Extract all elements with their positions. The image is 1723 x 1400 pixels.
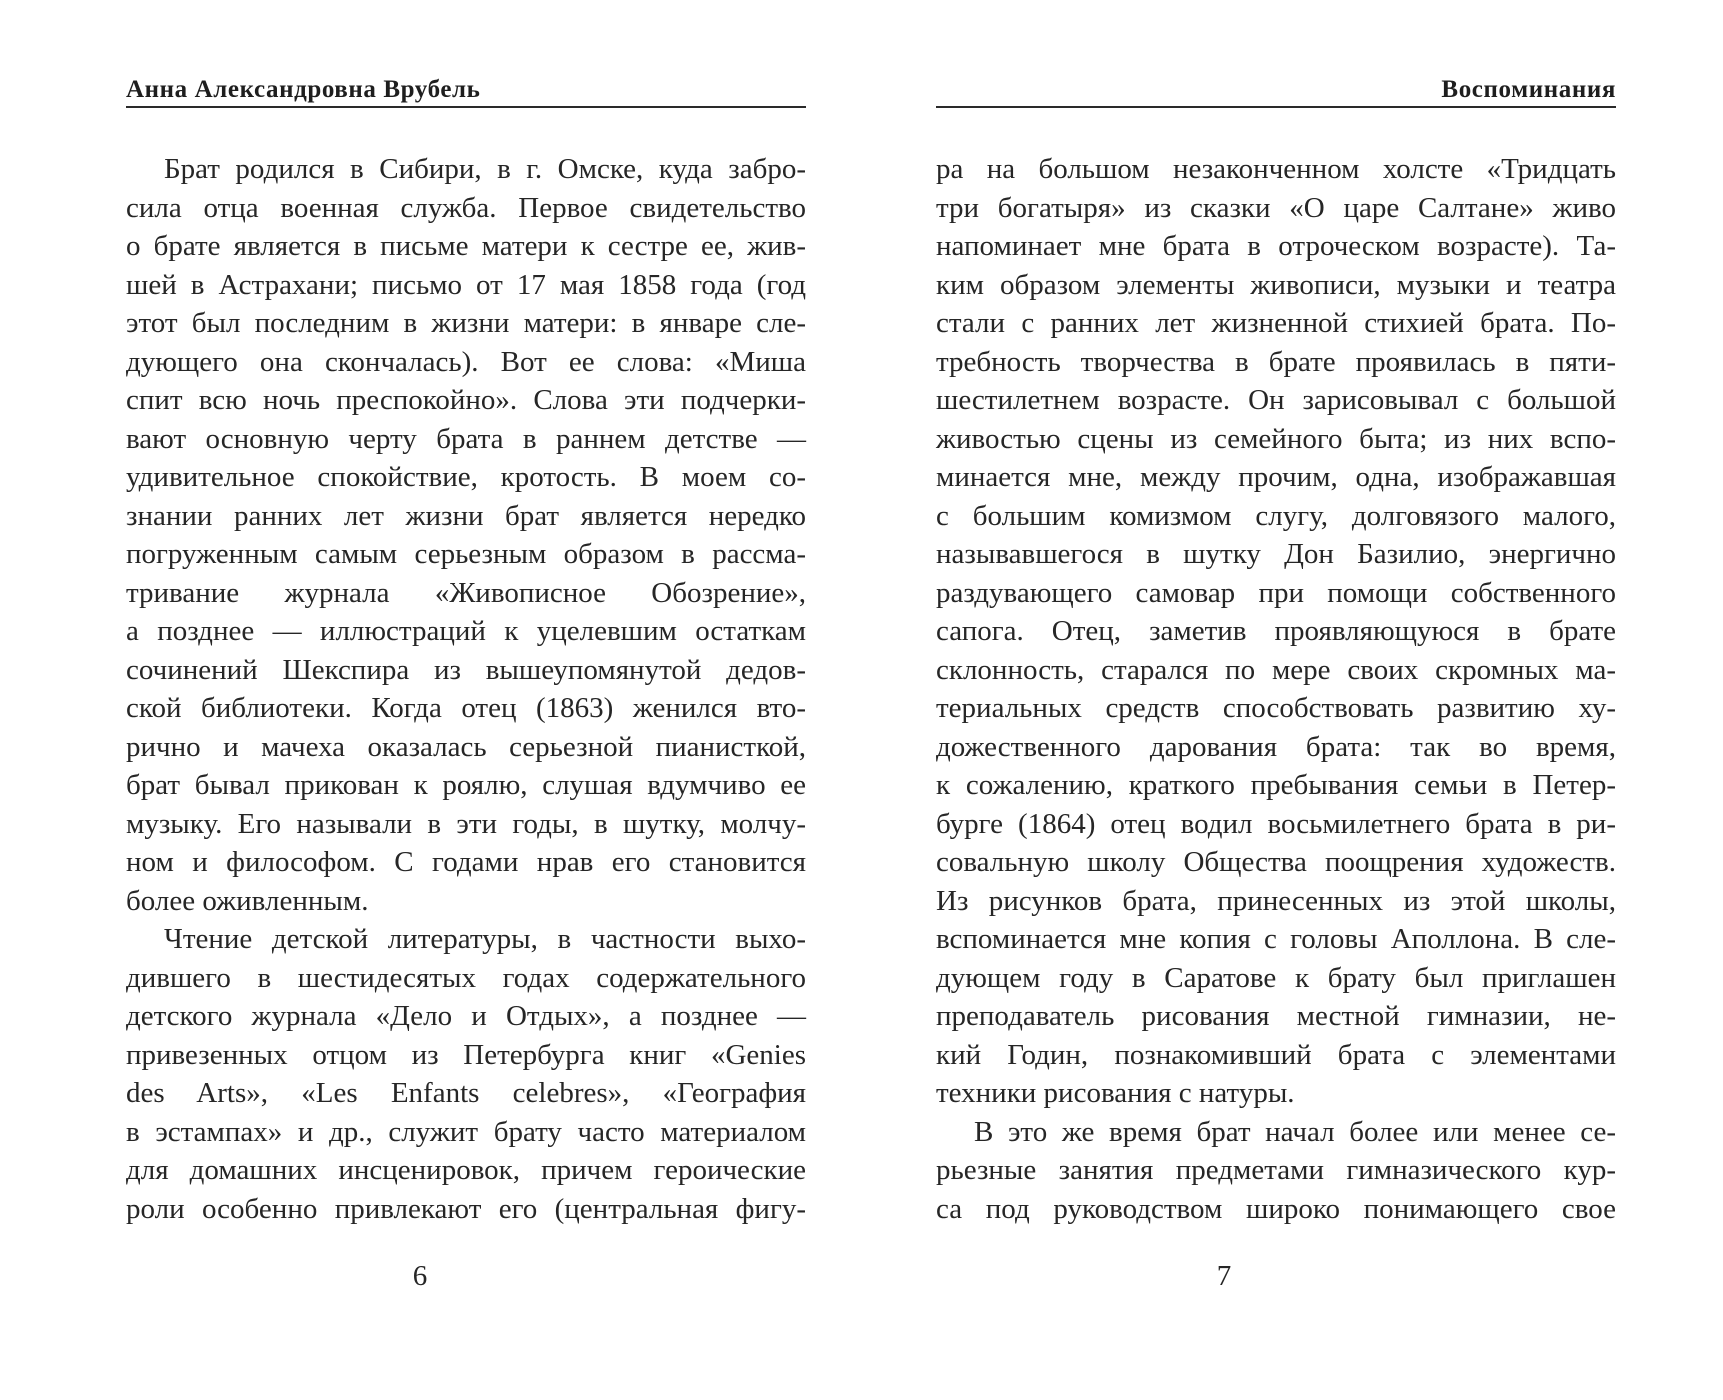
- text-line: этот был последним в жизни матери: в январе сле-: [126, 307, 806, 339]
- text-line: шей в Астрахани; письмо от 17 мая 1858 года (год: [126, 268, 806, 301]
- text-line: В это же время брат начал более или менее се-: [974, 1115, 1616, 1148]
- left-header-rule: [126, 106, 806, 108]
- text-line: ской библиотеки. Когда отец (1863) женился вто-: [126, 692, 806, 724]
- text-line: напоминает мне брата в отроческом возрасте). Та-: [936, 230, 1616, 262]
- text-line: знании ранних лет жизни брат является нередко: [126, 499, 806, 532]
- text-line: сочинений Шекспира из вышеупомянутой дедов-: [126, 653, 806, 686]
- text-line: о брате является в письме матери к сестре ее, жив-: [126, 230, 806, 262]
- text-line: склонность, старался по мере своих скромных ма-: [936, 653, 1616, 686]
- text-line: минается мне, между прочим, одна, изображавшая: [936, 461, 1616, 493]
- text-line: к сожалению, краткого пребывания семьи в Петер-: [936, 769, 1616, 801]
- right-page-number: 7: [1216, 1260, 1232, 1292]
- text-line: ра на большом незаконченном холсте «Тридцать: [936, 153, 1616, 185]
- left-page-number: 6: [412, 1260, 428, 1292]
- right-running-head: Воспоминания: [1441, 76, 1616, 103]
- text-line: шестилетнем возрасте. Он зарисовывал с большой: [936, 384, 1616, 416]
- left-running-head: Анна Александровна Врубель: [126, 76, 481, 103]
- text-line: сапога. Отец, заметив проявляющуюся в брате: [936, 615, 1616, 647]
- text-line: совальную школу Общества поощрения художеств.: [936, 846, 1616, 878]
- text-line: роли особенно привлекают его (центральная фигу-: [126, 1192, 806, 1225]
- text-line: ким образом элементы живописи, музыки и театра: [936, 268, 1616, 301]
- right-body-text: [936, 150, 1616, 1228]
- text-line: привезенных отцом из Петербурга книг «Genies: [126, 1038, 806, 1071]
- text-line: дожественного дарования брата: так во время,: [936, 730, 1616, 763]
- text-line: рично и мачеха оказалась серьезной пианисткой,: [126, 730, 806, 763]
- text-line: детского журнала «Дело и Отдых», а позднее —: [126, 1000, 806, 1032]
- text-line: вают основную черту брата в раннем детстве —: [126, 422, 806, 455]
- text-line: териальных средств способствовать развитию ху-: [936, 692, 1616, 724]
- text-line: три богатыря» из сказки «О царе Салтане» живо: [936, 191, 1616, 224]
- text-line: в эстампах» и др., служит брату часто материалом: [126, 1115, 806, 1148]
- text-line: брат бывал прикован к роялю, слушая вдумчиво ее: [126, 769, 806, 801]
- left-page: [126, 0, 806, 1400]
- text-line: с большим комизмом слугу, долговязого малого,: [936, 499, 1616, 532]
- text-line: сила отца военная служба. Первое свидетельство: [126, 191, 806, 224]
- text-line: раздувающего самовар при помощи собственного: [936, 576, 1616, 609]
- text-line: музыку. Его называли в эти годы, в шутку, молчу-: [126, 807, 806, 840]
- text-line: требность творчества в брате проявилась в пяти-: [936, 345, 1616, 378]
- text-line: стали с ранних лет жизненной стихией брата. По-: [936, 307, 1616, 339]
- text-line: des Arts», «Les Enfants celebres», «География: [126, 1077, 806, 1109]
- text-line: дившего в шестидесятых годах содержательного: [126, 961, 806, 994]
- text-line: кий Годин, познакомивший брата с элементами: [936, 1038, 1616, 1071]
- text-line: Из рисунков брата, принесенных из этой школы,: [936, 884, 1616, 917]
- text-line: ном и философом. С годами нрав его становится: [126, 846, 806, 878]
- text-line: Брат родился в Сибири, в г. Омске, куда забро-: [164, 153, 806, 185]
- text-line: дующем году в Саратове к брату был приглашен: [936, 961, 1616, 994]
- text-line: рьезные занятия предметами гимназического кур-: [936, 1154, 1616, 1186]
- text-line: преподаватель рисования местной гимназии, не-: [936, 1000, 1616, 1032]
- text-line: техники рисования с натуры.: [936, 1077, 1295, 1109]
- text-line: Чтение детской литературы, в частности выхо-: [164, 923, 806, 955]
- text-line: бурге (1864) отец водил восьмилетнего брата в ри-: [936, 807, 1616, 840]
- left-body-text: [126, 150, 806, 1228]
- text-line: а позднее — иллюстраций к уцелевшим остаткам: [126, 615, 806, 647]
- text-line: вспоминается мне копия с головы Аполлона. В сле-: [936, 923, 1616, 955]
- text-line: более оживленным.: [126, 884, 369, 917]
- text-line: погруженным самым серьезным образом в рассма-: [126, 538, 806, 570]
- text-line: живостью сцены из семейного быта; из них вспо-: [936, 422, 1616, 455]
- text-line: тривание журнала «Живописное Обозрение»,: [126, 576, 806, 609]
- text-line: называвшегося в шутку Дон Базилио, энергично: [936, 538, 1616, 570]
- text-line: дующего она скончалась). Вот ее слова: «Миша: [126, 345, 806, 378]
- right-page: [936, 0, 1616, 1400]
- text-line: для домашних инсценировок, причем героические: [126, 1154, 806, 1186]
- right-header-rule: [936, 106, 1616, 108]
- text-line: са под руководством широко понимающего свое: [936, 1192, 1616, 1225]
- text-line: удивительное спокойствие, кротость. В моем со-: [126, 461, 806, 493]
- text-line: спит всю ночь преспокойно». Слова эти подчерки-: [126, 384, 806, 416]
